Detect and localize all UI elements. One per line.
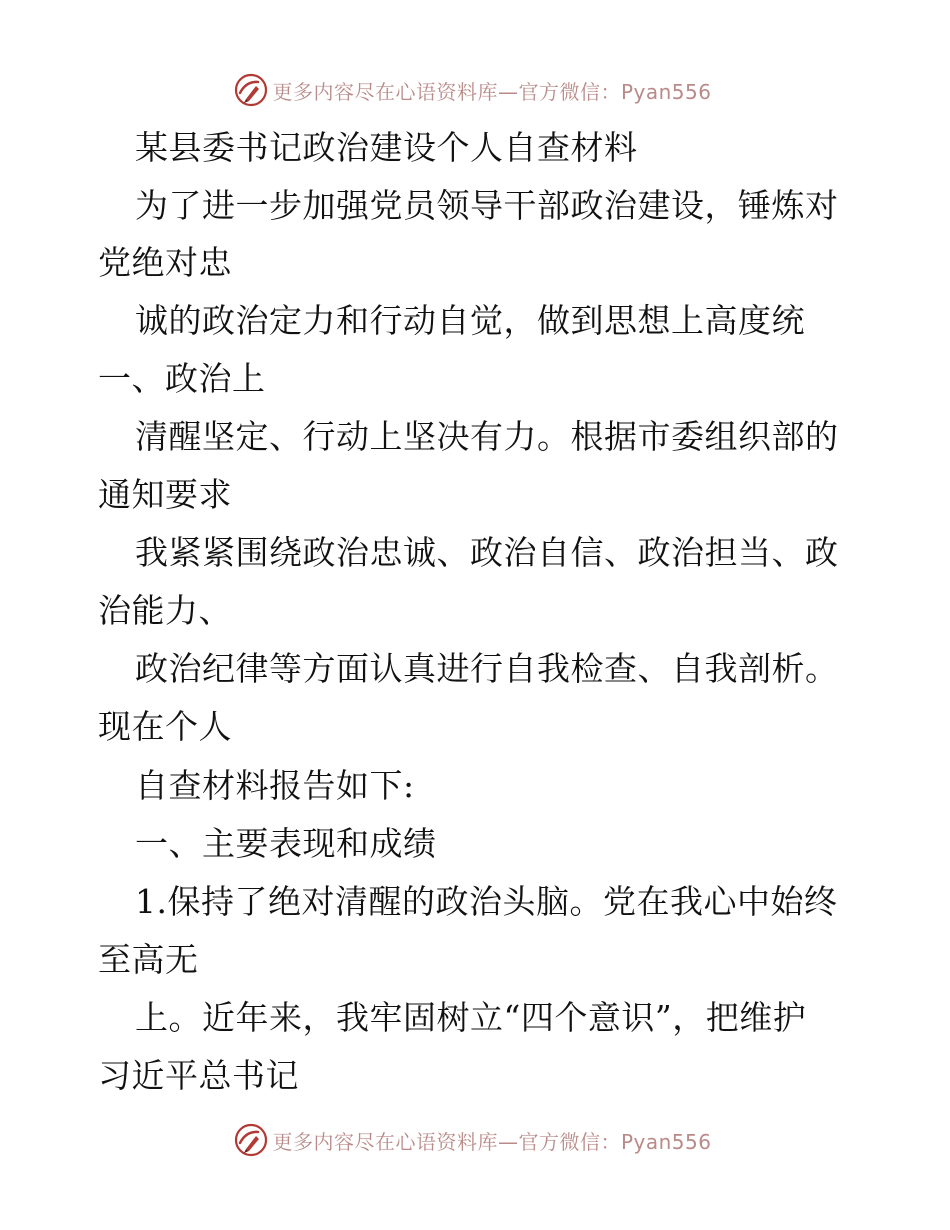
paragraph-line: 自查材料报告如下: <box>135 766 415 805</box>
paragraph-line: 1.保持了绝对清醒的政治头脑。党在我心中始终 <box>135 882 838 921</box>
paragraph-line: 党绝对忠 <box>98 243 232 282</box>
paragraph-line: 上。近年来，我牢固树立“四个意识”，把维护 <box>135 998 807 1037</box>
paragraph-line: 至高无 <box>98 940 199 979</box>
pen-logo-icon <box>234 73 268 107</box>
document-title: 某县委书记政治建设个人自查材料 <box>135 128 638 167</box>
banner-text: 更多内容尽在心语资料库—官方微信：Pyan556 <box>272 1129 712 1154</box>
paragraph-line: 通知要求 <box>98 475 232 514</box>
paragraph-line: 治能力、 <box>98 591 232 630</box>
paragraph-line: 政治纪律等方面认真进行自我检查、自我剖析。 <box>135 649 839 688</box>
header-banner <box>0 70 950 110</box>
banner-content <box>234 73 711 107</box>
pen-logo-icon <box>234 1123 268 1157</box>
paragraph-line: 习近平总书记 <box>98 1056 299 1095</box>
paragraph-line: 诚的政治定力和行动自觉，做到思想上高度统 <box>135 301 805 340</box>
paragraph-line: 我紧紧围绕政治忠诚、政治自信、政治担当、政 <box>135 533 839 572</box>
footer-banner <box>0 1120 950 1160</box>
paragraph-line: 现在个人 <box>98 707 232 746</box>
paragraph-line: 为了进一步加强党员领导干部政治建设，锤炼对 <box>135 186 839 225</box>
banner-text: 更多内容尽在心语资料库—官方微信：Pyan556 <box>272 79 712 104</box>
paragraph-line: 一、政治上 <box>98 359 266 398</box>
paragraph-line: 清醒坚定、行动上坚决有力。根据市委组织部的 <box>135 417 839 456</box>
section-heading: 一、主要表现和成绩 <box>135 824 437 863</box>
banner-content <box>234 1123 711 1157</box>
